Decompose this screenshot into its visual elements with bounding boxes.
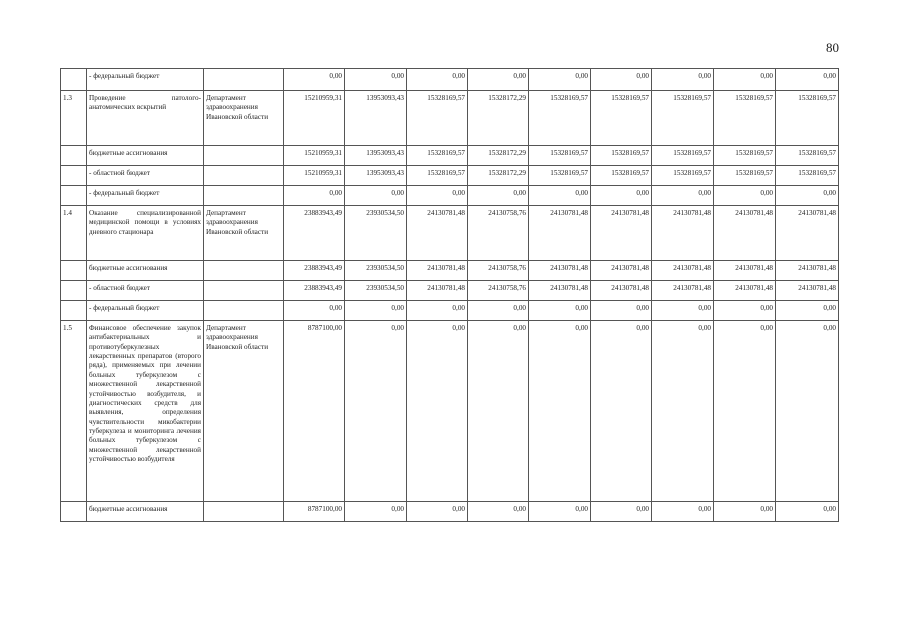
amount-cell: 15328169,57 [776,146,839,166]
amount-cell: 0,00 [776,321,839,502]
item-name-cell: бюджетные ассигнования [87,146,204,166]
amount-cell: 0,00 [407,502,468,522]
amount-cell: 15328169,57 [407,166,468,186]
amount-cell: 0,00 [776,502,839,522]
amount-cell: 0,00 [714,301,776,321]
amount-cell: 23930534,50 [345,261,407,281]
amount-cell: 23883943,49 [284,281,345,301]
amount-cell: 0,00 [529,186,591,206]
amount-cell: 0,00 [345,321,407,502]
amount-cell: 24130781,48 [652,261,714,281]
budget-line-row [61,281,839,301]
item-number-cell [61,261,87,281]
amount-cell: 15328169,57 [652,166,714,186]
budget-line-row [61,166,839,186]
amount-cell: 15328169,57 [529,146,591,166]
item-number-cell: 1.4 [61,206,87,261]
amount-cell: 0,00 [529,301,591,321]
budget-line-row [61,502,839,522]
amount-cell: 24130781,48 [714,206,776,261]
item-number-cell: 1.3 [61,91,87,146]
amount-cell: 15328169,57 [591,146,652,166]
item-name-cell: бюджетные ассигнования [87,261,204,281]
amount-cell: 0,00 [345,502,407,522]
amount-cell: 15328169,57 [591,91,652,146]
amount-cell: 24130781,48 [407,261,468,281]
budget-line-row [61,69,839,91]
item-name-cell: - федеральный бюджет [87,301,204,321]
amount-cell: 15328169,57 [591,166,652,186]
page-number: 80 [826,40,839,55]
amount-cell: 24130781,48 [714,281,776,301]
executor-cell [204,146,284,166]
amount-cell: 15210959,31 [284,146,345,166]
item-name-cell: - федеральный бюджет [87,69,204,91]
item-number-cell [61,69,87,91]
amount-cell: 24130781,48 [529,281,591,301]
item-number-cell [61,186,87,206]
budget-line-row [61,186,839,206]
amount-cell: 24130781,48 [652,206,714,261]
amount-cell: 0,00 [714,502,776,522]
executor-cell: Департамент здравоохранения Ивановской области [204,321,284,502]
amount-cell: 24130781,48 [776,281,839,301]
item-number-cell [61,281,87,301]
item-row [61,206,839,261]
amount-cell: 13953093,43 [345,91,407,146]
item-name-cell: - областной бюджет [87,166,204,186]
amount-cell: 15328169,57 [407,91,468,146]
amount-cell: 0,00 [345,69,407,91]
amount-cell: 24130781,48 [529,206,591,261]
amount-cell: 24130758,76 [468,261,529,281]
amount-cell: 15328169,57 [714,146,776,166]
amount-cell: 0,00 [468,301,529,321]
amount-cell: 0,00 [591,502,652,522]
amount-cell: 24130781,48 [591,281,652,301]
budget-line-row [61,301,839,321]
amount-cell: 0,00 [468,321,529,502]
amount-cell: 24130758,76 [468,206,529,261]
amount-cell: 13953093,43 [345,146,407,166]
executor-cell [204,186,284,206]
amount-cell: 15328172,29 [468,146,529,166]
amount-cell: 0,00 [407,69,468,91]
executor-cell [204,261,284,281]
item-row [61,321,839,502]
executor-cell: Департамент здравоохранения Ивановской области [204,206,284,261]
budget-table [60,68,839,522]
amount-cell: 15328169,57 [776,91,839,146]
item-row [61,91,839,146]
amount-cell: 0,00 [407,186,468,206]
amount-cell: 24130781,48 [776,206,839,261]
amount-cell: 24130781,48 [776,261,839,281]
amount-cell: 0,00 [591,186,652,206]
item-number-cell: 1.5 [61,321,87,502]
amount-cell: 0,00 [345,301,407,321]
amount-cell: 0,00 [345,186,407,206]
amount-cell: 15328169,57 [529,166,591,186]
amount-cell: 0,00 [529,502,591,522]
item-name-cell: - федеральный бюджет [87,186,204,206]
amount-cell: 24130781,48 [591,206,652,261]
amount-cell: 15328172,29 [468,166,529,186]
executor-cell [204,166,284,186]
amount-cell: 15210959,31 [284,166,345,186]
amount-cell: 0,00 [468,186,529,206]
amount-cell: 0,00 [652,301,714,321]
item-number-cell [61,166,87,186]
amount-cell: 0,00 [714,321,776,502]
item-number-cell [61,301,87,321]
item-name-cell: бюджетные ассигнования [87,502,204,522]
amount-cell: 0,00 [407,301,468,321]
amount-cell: 0,00 [529,321,591,502]
amount-cell: 15328169,57 [652,91,714,146]
amount-cell: 0,00 [714,186,776,206]
amount-cell: 0,00 [776,301,839,321]
amount-cell: 24130781,48 [591,261,652,281]
amount-cell: 23930534,50 [345,281,407,301]
amount-cell: 23883943,49 [284,206,345,261]
amount-cell: 24130781,48 [652,281,714,301]
amount-cell: 0,00 [468,69,529,91]
amount-cell: 24130781,48 [529,261,591,281]
executor-cell [204,281,284,301]
amount-cell: 0,00 [284,69,345,91]
amount-cell: 8787100,00 [284,321,345,502]
amount-cell: 0,00 [652,69,714,91]
amount-cell: 0,00 [591,301,652,321]
amount-cell: 0,00 [591,321,652,502]
amount-cell: 15328169,57 [652,146,714,166]
amount-cell: 15328172,29 [468,91,529,146]
amount-cell: 15328169,57 [714,91,776,146]
amount-cell: 13953093,43 [345,166,407,186]
amount-cell: 0,00 [776,69,839,91]
budget-line-row [61,146,839,166]
amount-cell: 15328169,57 [529,91,591,146]
amount-cell: 0,00 [714,69,776,91]
item-name-cell: Проведение патолого-анатомических вскрытий [87,91,204,146]
item-number-cell [61,502,87,522]
amount-cell: 8787100,00 [284,502,345,522]
item-name-cell: - областной бюджет [87,281,204,301]
amount-cell: 0,00 [652,186,714,206]
amount-cell: 23883943,49 [284,261,345,281]
amount-cell: 0,00 [652,502,714,522]
amount-cell: 0,00 [284,186,345,206]
item-name-cell: Оказание специализированной медицинской помощи в условиях дневного стационара [87,206,204,261]
item-name-cell: Финансовое обеспечение закупок антибактериальных и противотуберкулезных лекарственных препаратов (второго ряда), применяемых при лечении больных туберкулезом с множественной лекарственной устойчивостью возбудителя, и диагностических средств для выявления, определения чувствительности микобактерии туберкулеза и мониторинга лечения больных туберкулезом с множественной лекарственной устойчивостью возбудителя [87,321,204,502]
amount-cell: 0,00 [591,69,652,91]
amount-cell: 23930534,50 [345,206,407,261]
executor-cell [204,69,284,91]
executor-cell: Департамент здравоохранения Ивановской области [204,91,284,146]
amount-cell: 0,00 [407,321,468,502]
budget-line-row [61,261,839,281]
executor-cell [204,502,284,522]
amount-cell: 24130781,48 [407,281,468,301]
amount-cell: 0,00 [529,69,591,91]
amount-cell: 0,00 [468,502,529,522]
amount-cell: 15328169,57 [776,166,839,186]
amount-cell: 15328169,57 [407,146,468,166]
amount-cell: 0,00 [776,186,839,206]
amount-cell: 15210959,31 [284,91,345,146]
amount-cell: 24130758,76 [468,281,529,301]
amount-cell: 15328169,57 [714,166,776,186]
executor-cell [204,301,284,321]
amount-cell: 0,00 [284,301,345,321]
amount-cell: 24130781,48 [714,261,776,281]
item-number-cell [61,146,87,166]
amount-cell: 0,00 [652,321,714,502]
table-body [61,69,839,522]
amount-cell: 24130781,48 [407,206,468,261]
